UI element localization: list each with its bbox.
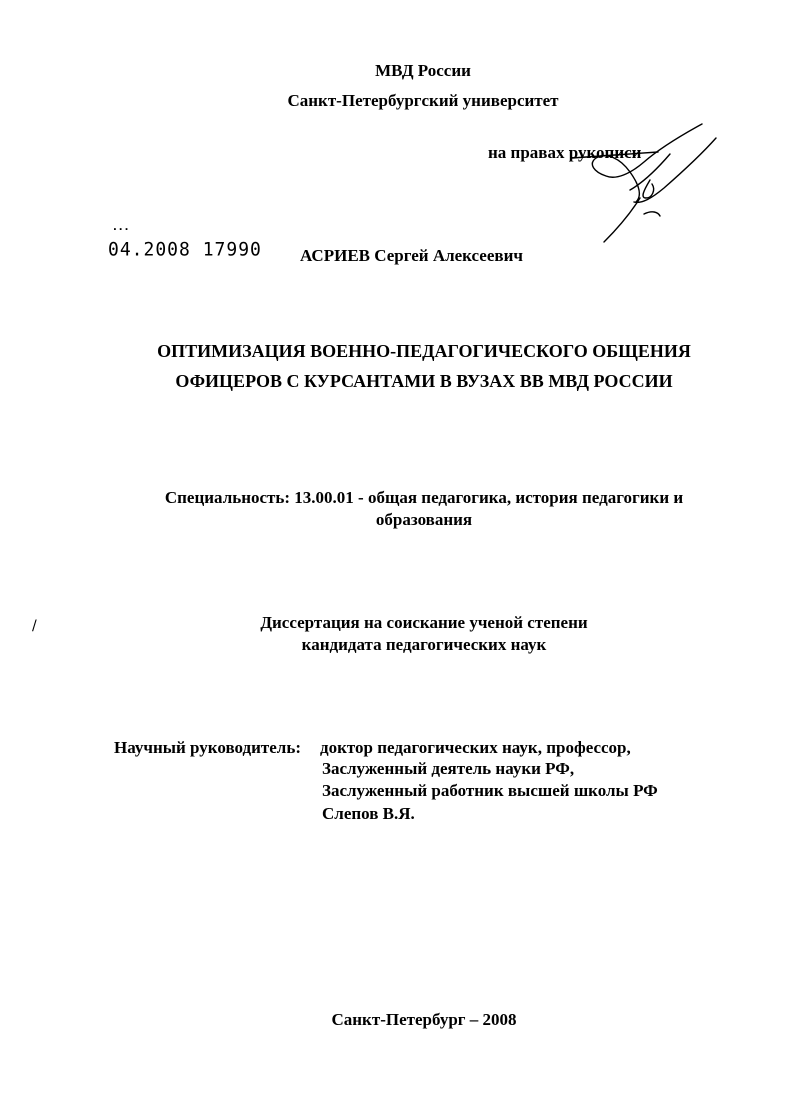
dissertation-degree-line-2: кандидата педагогических наук — [301, 635, 547, 654]
supervisor-honor-2: Заслуженный работник высшей школы РФ — [322, 781, 658, 800]
supervisor-degree: доктор педагогических наук, профессор, — [320, 738, 631, 757]
manuscript-note: на правах рукописи — [488, 143, 642, 162]
signature-mark — [560, 118, 730, 248]
author-name: АСРИЕВ Сергей Алексеевич — [300, 246, 523, 265]
supervisor-honor-1: Заслуженный деятель науки РФ, — [322, 759, 575, 778]
ministry-name: МВД России — [375, 61, 471, 80]
supervisor-name: Слепов В.Я. — [322, 804, 415, 823]
registration-number: 04.2008 17990 — [108, 238, 262, 261]
dissertation-degree-line-1: Диссертация на соискание ученой степени — [260, 613, 588, 632]
dissertation-title-line-2: ОФИЦЕРОВ С КУРСАНТАМИ В ВУЗАХ ВВ МВД РОССИИ — [175, 371, 673, 391]
dissertation-title-line-1: ОПТИМИЗАЦИЯ ВОЕННО-ПЕДАГОГИЧЕСКОГО ОБЩЕНИЯ — [157, 341, 691, 361]
registration-dots: ... — [113, 222, 131, 233]
specialty-line-1: Специальность: 13.00.01 - общая педагогика, история педагогики и — [164, 488, 684, 507]
supervisor-label: Научный руководитель: — [114, 738, 301, 757]
city-year: Санкт-Петербург – 2008 — [331, 1010, 517, 1029]
university-name: Санкт-Петербургский университет — [287, 91, 559, 110]
margin-mark: / — [32, 618, 37, 634]
specialty-line-2: образования — [375, 510, 473, 529]
